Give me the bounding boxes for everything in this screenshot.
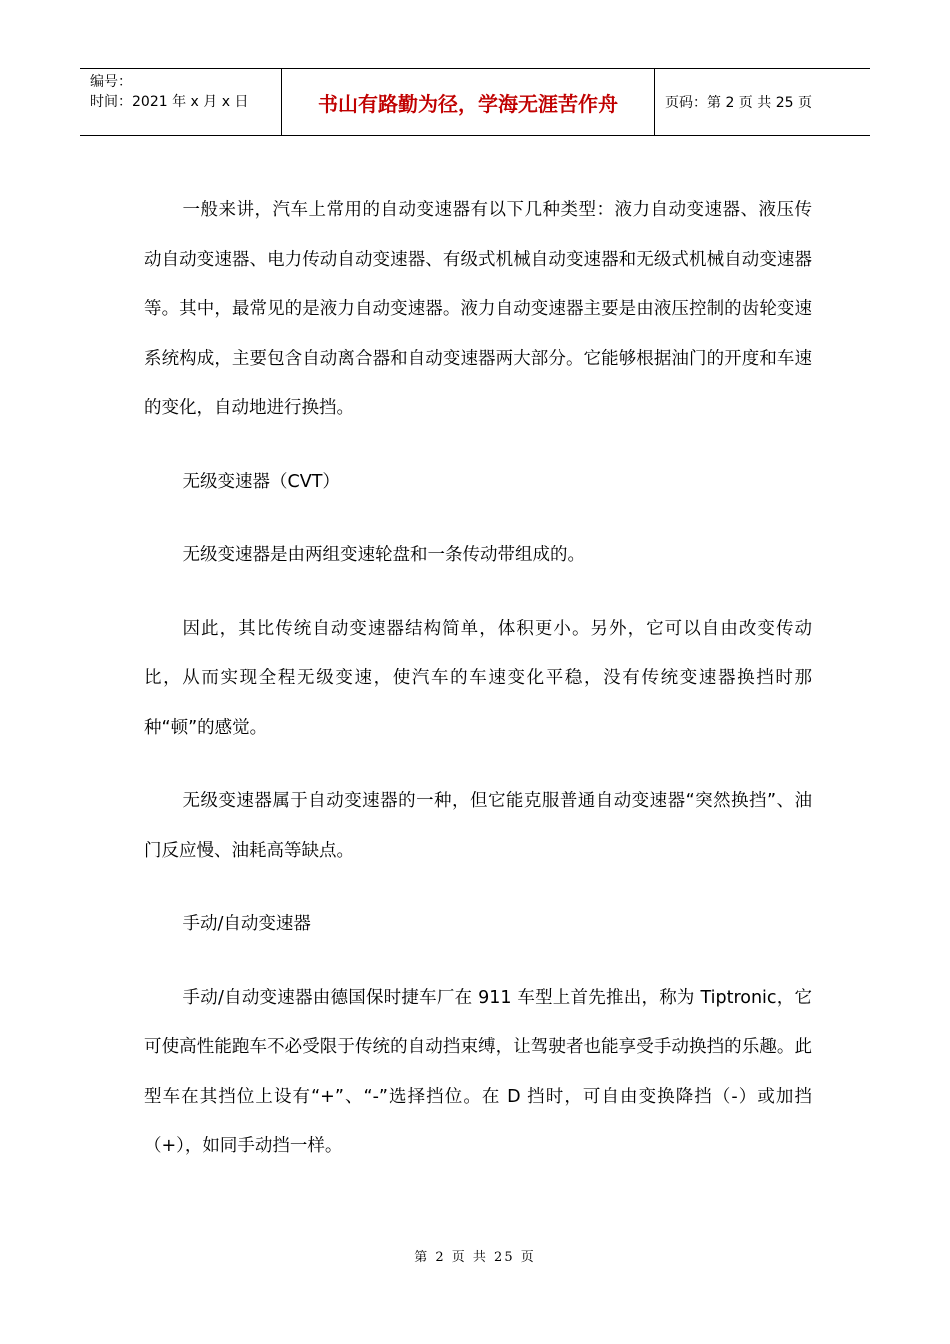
section-heading-manual-auto: 手动/自动变速器 (182, 914, 311, 934)
page-footer: 第 2 页 共 25 页 (414, 1250, 536, 1265)
paragraph-tiptronic: 手动/自动变速器由德国保时捷车厂在 911 车型上首先推出，称为 Tiptronic，它可使高性能跑车不必受限于传统的自动挡束缚，让驾驶者也能享受手动换挡的乐趣。此型车在其挡位上设有“+”、“-”选择挡位。在 D 挡时，可自由变换降挡（-）或加挡（+），如同手动挡一样。 (144, 987, 812, 1156)
header-page-cell (655, 69, 870, 135)
header-motto: 书山有路勤为径，学海无涯苦作舟 (318, 91, 618, 116)
paragraph-transmission-types: 一般来讲，汽车上常用的自动变速器有以下几种类型：液力自动变速器、液压传动自动变速器、电力传动自动变速器、有级式机械自动变速器和无级式机械自动变速器等。其中，最常见的是液力自动变速器。液力自动变速器主要是由液压控制的齿轮变速系统构成，主要包含自动离合器和自动变速器两大部分。它能够根据油门的开度和车速的变化，自动地进行换挡。 (144, 200, 812, 418)
page-header (80, 68, 870, 136)
paragraph-cvt-advantages: 因此，其比传统自动变速器结构简单，体积更小。另外，它可以自由改变传动比，从而实现全程无级变速，使汽车的车速变化平稳，没有传统变速器换挡时那种“顿”的感觉。 (144, 618, 812, 738)
paragraph-cvt-comparison: 无级变速器属于自动变速器的一种，但它能克服普通自动变速器“突然换挡”、油门反应慢、油耗高等缺点。 (144, 791, 812, 861)
header-motto-cell (282, 69, 655, 135)
document-date: 时间：2021 年 x 月 x 日 (90, 94, 249, 110)
paragraph-cvt-definition: 无级变速器是由两组变速轮盘和一条传动带组成的。 (182, 545, 585, 565)
header-meta-cell (80, 69, 282, 135)
document-body (144, 186, 812, 1196)
document-code-label: 编号： (90, 74, 132, 90)
header-page-info: 页码：第 2 页 共 25 页 (665, 95, 812, 111)
section-heading-cvt: 无级变速器（CVT） (182, 471, 340, 492)
